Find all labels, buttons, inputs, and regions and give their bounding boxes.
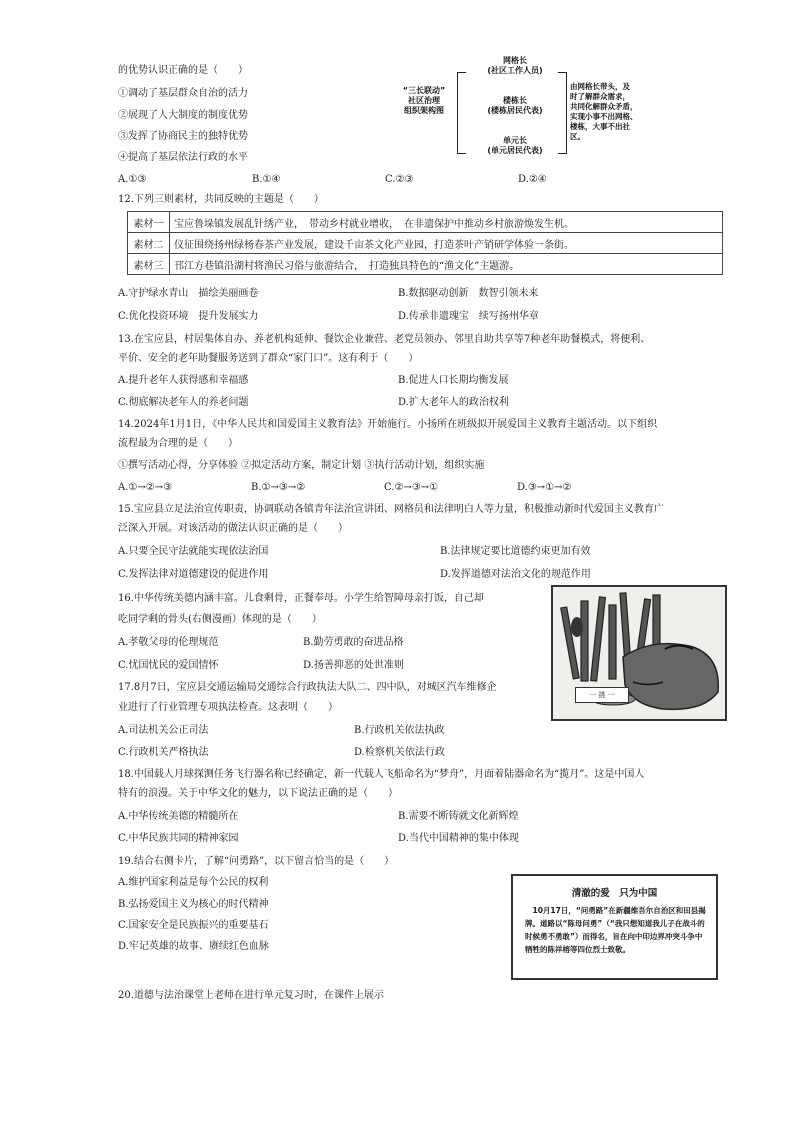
- q19-option-c: C.国家安全是民族振兴的重要基石: [118, 920, 269, 931]
- q12-option-d: D.传承非遗瑰宝 续写扬州华章: [398, 311, 539, 322]
- q11-diagram-bottom: 单元长 (单元居民代表): [487, 136, 543, 155]
- q16-line-2: 吃同学剩的骨头(右侧漫画）体现的是（ ）: [118, 614, 322, 625]
- q19-card-title: 清澈的爱 只为中国: [571, 888, 658, 899]
- q15-line-2: 泛深入开展。对该活动的做法认识正确的是（ ）: [118, 523, 348, 534]
- q12-row-2-head: 素材二: [128, 233, 170, 254]
- q19-card: [511, 874, 718, 980]
- q20-stem: 20.道德与法治课堂上老师在进行单元复习时，在课件上展示: [118, 990, 384, 1001]
- q18-line-2: 特有的浪漫。关于中华文化的魅力，以下说法正确的是（ ）: [118, 788, 398, 799]
- q14-option-d: D.③→①→②: [517, 482, 572, 493]
- q12-material-table: [127, 211, 723, 275]
- q13-line-2: 平价、安全的老年助餐服务送到了群众“家门口”。这有利于（ ）: [118, 353, 419, 364]
- q12-row-1-head: 素材一: [128, 212, 170, 233]
- q11-option-d: D.②④: [518, 174, 547, 185]
- q13-option-b: B.促进人口长期均衡发展: [398, 375, 509, 386]
- q11-item-1: ①调动了基层群众自治的活力: [118, 88, 248, 99]
- q16-option-c: C.忧国忧民的爱国情怀: [118, 660, 219, 671]
- table-row: [128, 254, 723, 275]
- q17-option-b: B.行政机关依法执政: [354, 725, 445, 736]
- q14-option-a: A.①→②→③: [118, 482, 173, 493]
- q19-card-body: 10月17日，“问勇路”在新疆维吾尔自治区和田县揭牌。道路以“陈母问勇”（“我只想知道我儿子在战斗的时候勇不勇敢”）而得名，旨在向中印边界冲突斗争中牺牲的陈祥榕等四位烈士致敬。: [525, 906, 706, 954]
- q13-line-1: 13.在宝应县，村居集体自办、养老机构延伸、餐饮企业兼营、老党员领办、邻里自助共享等7种老年助餐模式，将便利、: [118, 334, 651, 345]
- q12-option-c: C.优化投资环境 提升发展实力: [118, 311, 259, 322]
- q19-option-b: B.弘扬爱国主义为核心的时代精神: [118, 899, 269, 910]
- q12-row-3-head: 素材三: [128, 254, 170, 275]
- q19-stem: 19.结合右侧卡片，了解“问勇路”，以下留言恰当的是（ ）: [118, 856, 395, 867]
- q15-option-d: D.发挥道德对法治文化的规范作用: [440, 569, 591, 580]
- q19-option-d: D.牢记英雄的故事、赓续红色血脉: [118, 941, 269, 952]
- q15-option-b: B.法律规定要比道德约束更加有效: [440, 546, 591, 557]
- q15-option-a: A.只要全民守法就能实现依法治国: [118, 546, 269, 557]
- q14-line-1: 14.2024年1月1日，《中华人民共和国爱国主义教育法》开始施行。小扬所在班级拟开展爱国主义教育主题活动。以下组织: [118, 419, 658, 430]
- q12-stem: 12.下列三则素材，共同反映的主题是（ ）: [118, 194, 324, 205]
- q14-option-c: C.②→③→①: [384, 482, 439, 493]
- q11-stem-tail: 的优势认识正确的是（ ）: [118, 65, 248, 76]
- q17-line-2: 业进行了行业管理专项执法检查。这表明（ ）: [118, 702, 338, 713]
- q11-diagram-left: “三长联动” 社区治理 组织架构图: [402, 86, 446, 115]
- q18-option-b: B.需要不断铸就文化新辉煌: [398, 811, 519, 822]
- q16-option-a: A.孝敬父母的伦理规范: [118, 637, 219, 648]
- q11-item-3: ③发挥了协商民主的独特优势: [118, 131, 248, 142]
- q16-option-b: B.勤劳勇敢的奋进品格: [303, 637, 404, 648]
- q11-diagram-right: 由网格长带头，及 时了解群众需求， 共同化解群众矛盾， 实现小事不出网格、 楼栋，大事不出社 区。: [570, 82, 638, 141]
- q14-line-3: ①撰写活动心得，分享体验 ②拟定活动方案，制定计划 ③执行活动计划，组织实施: [118, 460, 485, 471]
- q15-line-1: 15.宝应县立足法治宣传职责，协调联动各镇青年法治宣讲团、网格员和法律明白人等力量，积极推动新时代爱国主义教育广: [118, 504, 664, 515]
- q12-row-2-text: 仪征围绕扬州绿杨春茶产业发展，建设千亩茶文化产业园，打造茶叶产销研学体验一条街。: [170, 233, 723, 254]
- q18-option-c: C.中华民族共同的精神家园: [118, 833, 239, 844]
- q17-option-a: A.司法机关公正司法: [118, 725, 209, 736]
- q11-diagram-right-bracket: [558, 72, 567, 154]
- q11-item-2: ②展现了人大制度的制度优势: [118, 110, 248, 121]
- q17-option-d: D.检察机关依法行政: [354, 747, 445, 758]
- q17-option-c: C.行政机关严格执法: [118, 747, 209, 758]
- q12-row-3-text: 邗江方巷镇沿湖村将渔民习俗与旅游结合， 打造独具特色的“渔文化”主题游。: [170, 254, 723, 275]
- q16-cartoon: [551, 585, 727, 721]
- q17-line-1: 17.8月7日，宝应县交通运输局交通综合行政执法大队二、四中队，对城区汽车维修企: [118, 682, 497, 693]
- q11-diagram-middle: 楼栋长 (楼栋居民代表): [487, 96, 543, 115]
- q14-option-b: B.①→③→②: [251, 482, 306, 493]
- q18-option-d: D.当代中国精神的集中体现: [398, 833, 519, 844]
- q13-option-d: D.扩大老年人的政治权利: [398, 397, 509, 408]
- q15-option-c: C.发挥法律对道德建设的促进作用: [118, 569, 269, 580]
- q12-row-1-text: 宝应鲁垛镇发展乱针绣产业， 带动乡村就业增收， 在非遗保护中推动乡村旅游焕发生机。: [170, 212, 723, 233]
- q11-diagram-left-bracket: [457, 72, 466, 154]
- q13-option-a: A.提升老年人获得感和幸福感: [118, 375, 249, 386]
- table-row: [128, 212, 723, 233]
- q11-option-c: C.②③: [385, 174, 414, 185]
- q18-option-a: A.中华传统美德的精髓所在: [118, 811, 239, 822]
- q13-option-c: C.彻底解决老年人的养老问题: [118, 397, 249, 408]
- q16-line-1: 16.中华传统美德内涵丰富。儿食剩骨，正餐奉母。小学生给智障母亲打饭，自己却: [118, 593, 484, 604]
- q14-line-2: 流程最为合理的是（ ）: [118, 438, 238, 449]
- q18-line-1: 18.中国载人月球探测任务飞行器名称已经确定，新一代载人飞船命名为“梦舟”，月面着陆器命名为“揽月”。这是中国人: [118, 769, 645, 780]
- table-row: [128, 233, 723, 254]
- q11-item-4: ④提高了基层依法行政的水平: [118, 152, 248, 163]
- q16-option-d: D.扬善抑恶的处世准则: [303, 660, 404, 671]
- q11-option-a: A.①③: [118, 174, 147, 185]
- q11-diagram-top: 网格长 (社区工作人员): [487, 56, 543, 75]
- q12-option-b: B.数据驱动创新 数智引领未来: [398, 288, 539, 299]
- q19-option-a: A.维护国家利益是每个公民的权利: [118, 877, 269, 888]
- q11-option-b: B.①④: [252, 174, 281, 185]
- q12-option-a: A.守护绿水青山 描绘美丽画卷: [118, 288, 259, 299]
- q16-cartoon-caption: 一 挑 一: [575, 687, 629, 703]
